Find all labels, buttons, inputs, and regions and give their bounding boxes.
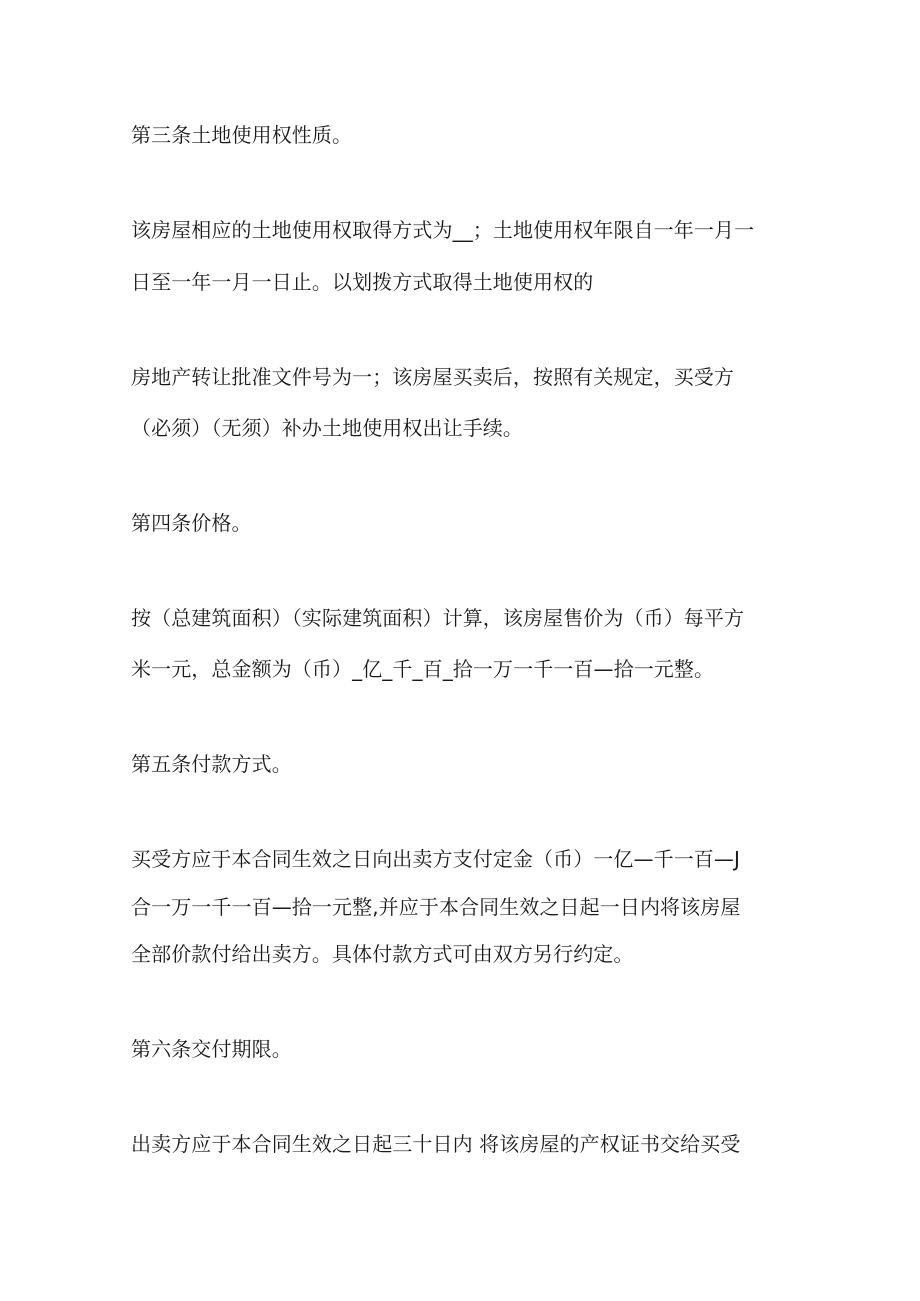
article-5-text-line-3: 全部价款付给出卖方。具体付款方式可由双方另行约定。 xyxy=(131,942,634,966)
article-3-text-line-1: 该房屋相应的土地使用权取得方式为__；土地使用权年限自一年一月一 xyxy=(131,218,755,242)
article-6-heading: 第六条交付期限。 xyxy=(131,1037,292,1061)
article-3-text-line-4: （必须）（无须）补办土地使用权出让手续。 xyxy=(131,416,523,440)
article-4-text-line-1: 按（总建筑面积）（实际建筑面积）计算，该房屋售价为（币）每平方 xyxy=(131,606,745,630)
article-4-text-line-2: 米一元，总金额为（币）_亿_千_百_拾一万一千一百—拾一元整。 xyxy=(131,657,715,681)
article-3-text-line-3: 房地产转让批准文件号为一；该房屋买卖后，按照有关规定，买受方 xyxy=(131,365,734,389)
article-3-text-line-2: 日至一年一月一日止。以划拨方式取得土地使用权的 xyxy=(131,270,594,294)
article-6-text-line-1: 出卖方应于本合同生效之日起三十日内 将该房屋的产权证书交给买受 xyxy=(131,1132,741,1156)
article-3-heading: 第三条土地使用权性质。 xyxy=(131,123,353,147)
article-5-text-line-1: 买受方应于本合同生效之日向出卖方支付定金（币）一亿—千一百—J xyxy=(131,847,740,871)
article-5-text-line-2: 合一万一千一百—拾一元整,并应于本合同生效之日起一日内将该房屋 xyxy=(131,895,741,919)
article-5-heading: 第五条付款方式。 xyxy=(131,752,292,776)
article-4-heading: 第四条价格。 xyxy=(131,511,252,535)
